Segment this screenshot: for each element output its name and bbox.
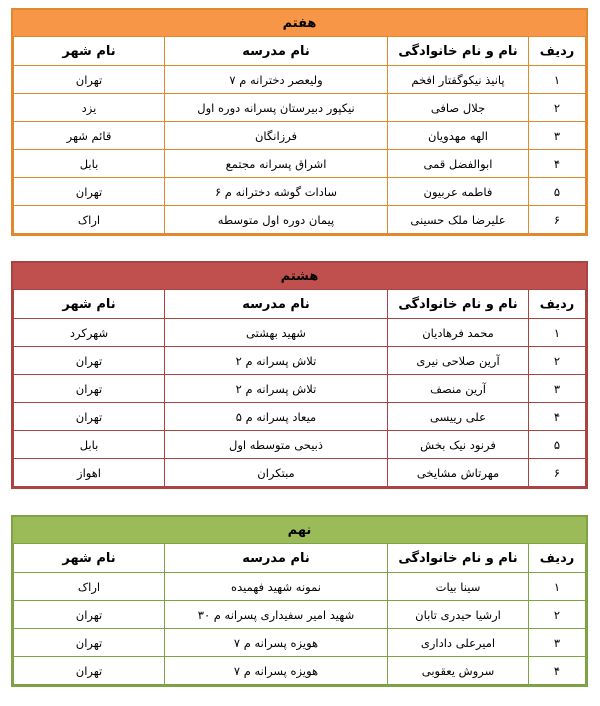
cell-idx: ۴ bbox=[529, 150, 586, 178]
cell-idx: ۲ bbox=[529, 601, 586, 629]
cell-school: ذبیحی متوسطه اول bbox=[165, 431, 388, 459]
cell-school: ولیعصر دخترانه م ۷ bbox=[165, 66, 388, 94]
cell-school: سادات گوشه دخترانه م ۶ bbox=[165, 178, 388, 206]
table-row bbox=[14, 347, 586, 375]
cell-name: فرنود نیک بخش bbox=[388, 431, 529, 459]
header-city: نام شهر bbox=[14, 544, 165, 573]
grade-eight-table bbox=[11, 261, 588, 489]
table-row bbox=[14, 403, 586, 431]
cell-name: سروش یعقوبی bbox=[388, 657, 529, 685]
cell-name: محمد فرهادیان bbox=[388, 319, 529, 347]
cell-school: هویزه پسرانه م ۷ bbox=[165, 657, 388, 685]
cell-city: تهران bbox=[14, 66, 165, 94]
cell-idx: ۱ bbox=[529, 66, 586, 94]
cell-school: نمونه شهید فهمیده bbox=[165, 573, 388, 601]
cell-city: بابل bbox=[14, 431, 165, 459]
table-row bbox=[14, 150, 586, 178]
cell-city: شهرکرد bbox=[14, 319, 165, 347]
cell-idx: ۲ bbox=[529, 347, 586, 375]
cell-name: فاطمه عربیون bbox=[388, 178, 529, 206]
header-name: نام و نام خانوادگی bbox=[388, 544, 529, 573]
grade-seven-table bbox=[11, 8, 588, 236]
table-row bbox=[14, 94, 586, 122]
cell-name: امیرعلی داداری bbox=[388, 629, 529, 657]
results-table bbox=[13, 37, 586, 234]
table-row bbox=[14, 319, 586, 347]
cell-idx: ۲ bbox=[529, 94, 586, 122]
cell-idx: ۴ bbox=[529, 403, 586, 431]
cell-school: فرزانگان bbox=[165, 122, 388, 150]
cell-idx: ۴ bbox=[529, 657, 586, 685]
header-idx: ردیف bbox=[529, 290, 586, 319]
cell-idx: ۶ bbox=[529, 459, 586, 487]
cell-city: قائم شهر bbox=[14, 122, 165, 150]
cell-idx: ۱ bbox=[529, 573, 586, 601]
cell-city: اراک bbox=[14, 206, 165, 234]
cell-name: الهه مهدویان bbox=[388, 122, 529, 150]
cell-city: اراک bbox=[14, 573, 165, 601]
table-row bbox=[14, 573, 586, 601]
table-row bbox=[14, 459, 586, 487]
cell-school: شهید امیر سفیداری پسرانه م ۳۰ bbox=[165, 601, 388, 629]
cell-school: تلاش پسرانه م ۲ bbox=[165, 375, 388, 403]
cell-idx: ۳ bbox=[529, 122, 586, 150]
table-row bbox=[14, 431, 586, 459]
cell-city: بابل bbox=[14, 150, 165, 178]
cell-name: سینا بیات bbox=[388, 573, 529, 601]
table-row bbox=[14, 122, 586, 150]
cell-school: تلاش پسرانه م ۲ bbox=[165, 347, 388, 375]
cell-name: علی رییسی bbox=[388, 403, 529, 431]
cell-city: تهران bbox=[14, 657, 165, 685]
cell-idx: ۶ bbox=[529, 206, 586, 234]
header-name: نام و نام خانوادگی bbox=[388, 37, 529, 66]
header-city: نام شهر bbox=[14, 37, 165, 66]
cell-school: اشراق پسرانه مجتمع bbox=[165, 150, 388, 178]
header-city: نام شهر bbox=[14, 290, 165, 319]
table-row bbox=[14, 657, 586, 685]
table-title: نهم bbox=[13, 517, 586, 544]
cell-city: تهران bbox=[14, 403, 165, 431]
table-row bbox=[14, 178, 586, 206]
cell-school: نیکپور دبیرستان پسرانه دوره اول bbox=[165, 94, 388, 122]
cell-school: هویزه پسرانه م ۷ bbox=[165, 629, 388, 657]
header-row bbox=[14, 37, 586, 66]
cell-school: مبتکران bbox=[165, 459, 388, 487]
cell-city: اهواز bbox=[14, 459, 165, 487]
cell-city: تهران bbox=[14, 375, 165, 403]
table-title: هفتم bbox=[13, 10, 586, 37]
header-school: نام مدرسه bbox=[165, 37, 388, 66]
cell-name: جلال صافی bbox=[388, 94, 529, 122]
table-row bbox=[14, 206, 586, 234]
header-idx: ردیف bbox=[529, 544, 586, 573]
cell-name: آرین منصف bbox=[388, 375, 529, 403]
header-school: نام مدرسه bbox=[165, 544, 388, 573]
table-row bbox=[14, 601, 586, 629]
cell-name: آرین صلاحی نیری bbox=[388, 347, 529, 375]
header-row bbox=[14, 544, 586, 573]
header-name: نام و نام خانوادگی bbox=[388, 290, 529, 319]
cell-school: میعاد پسرانه م ۵ bbox=[165, 403, 388, 431]
header-idx: ردیف bbox=[529, 37, 586, 66]
cell-name: ابوالفضل قمی bbox=[388, 150, 529, 178]
table-row bbox=[14, 66, 586, 94]
table-title: هشتم bbox=[13, 263, 586, 290]
cell-city: تهران bbox=[14, 601, 165, 629]
grade-nine-table bbox=[11, 515, 588, 687]
cell-city: تهران bbox=[14, 629, 165, 657]
header-row bbox=[14, 290, 586, 319]
cell-idx: ۵ bbox=[529, 178, 586, 206]
cell-city: تهران bbox=[14, 347, 165, 375]
cell-city: تهران bbox=[14, 178, 165, 206]
cell-idx: ۵ bbox=[529, 431, 586, 459]
table-row bbox=[14, 375, 586, 403]
results-table bbox=[13, 290, 586, 487]
results-table bbox=[13, 544, 586, 685]
cell-school: شهید بهشتی bbox=[165, 319, 388, 347]
cell-school: پیمان دوره اول متوسطه bbox=[165, 206, 388, 234]
cell-idx: ۱ bbox=[529, 319, 586, 347]
cell-idx: ۳ bbox=[529, 629, 586, 657]
cell-name: علیرضا ملک حسینی bbox=[388, 206, 529, 234]
cell-name: ارشیا حیدری تابان bbox=[388, 601, 529, 629]
cell-name: پانیذ نیکوگفتار افخم bbox=[388, 66, 529, 94]
table-row bbox=[14, 629, 586, 657]
header-school: نام مدرسه bbox=[165, 290, 388, 319]
cell-idx: ۳ bbox=[529, 375, 586, 403]
cell-name: مهرتاش مشایخی bbox=[388, 459, 529, 487]
cell-city: یزد bbox=[14, 94, 165, 122]
